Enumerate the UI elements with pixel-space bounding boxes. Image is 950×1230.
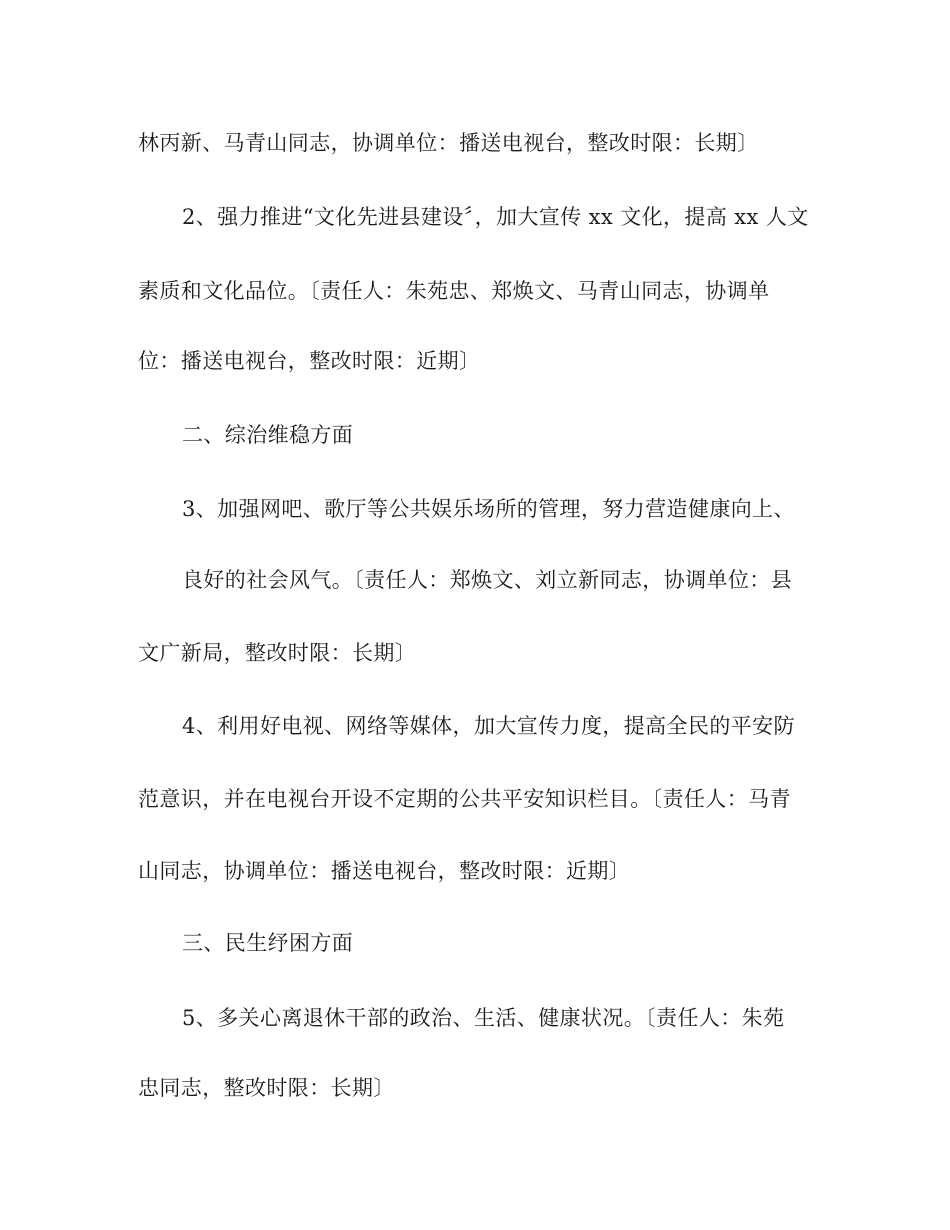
text-line: 林丙新、马青山同志，协调单位：播送电视台，整改时限：长期〕 xyxy=(138,131,759,155)
text-line: 素质和文化品位。〔责任人：朱苑忠、郑焕文、马青山同志，协调单 xyxy=(138,279,770,303)
text-line: 忠同志，整改时限：长期〕 xyxy=(138,1076,395,1100)
section-heading: 二、综治维稳方面 xyxy=(182,423,354,447)
text-line: 良好的社会风气。〔责任人：郑焕文、刘立新同志，协调单位：县 xyxy=(182,568,793,592)
section-heading: 三、民生纾困方面 xyxy=(182,931,354,955)
text-line: 文广新局，整改时限：长期〕 xyxy=(138,641,417,665)
text-line: 2、强力推进“文化先进县建设〞，加大宣传 xx 文化，提高 xx 人文 xyxy=(182,205,809,229)
text-line: 3、加强网吧、歌厅等公共娱乐场所的管理，努力营造健康向上、 xyxy=(182,497,795,521)
text-line: 山同志，协调单位：播送电视台，整改时限：近期〕 xyxy=(138,859,631,883)
text-line: 位：播送电视台，整改时限：近期〕 xyxy=(138,349,481,373)
text-line: 范意识，并在电视台开设不定期的公共平安知识栏目。〔责任人：马青 xyxy=(138,787,791,811)
text-line: 4、利用好电视、网络等媒体，加大宣传力度，提高全民的平安防 xyxy=(182,714,795,738)
text-line: 5、多关心离退休干部的政治、生活、健康状况。〔责任人：朱苑 xyxy=(182,1006,785,1030)
